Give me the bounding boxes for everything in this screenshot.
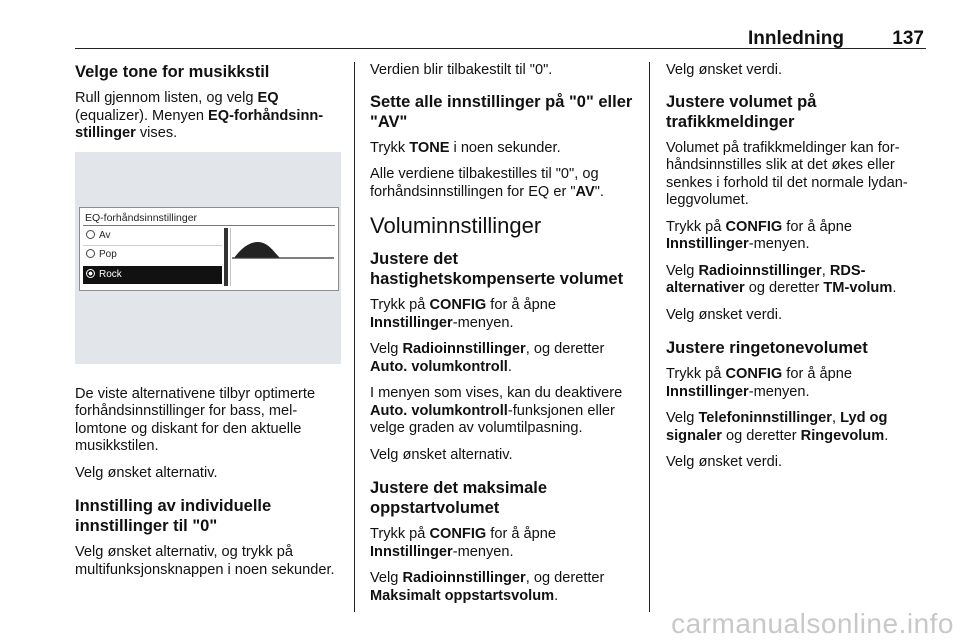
column-divider [354, 62, 355, 612]
radio-icon [86, 249, 95, 258]
paragraph-reset-value: Verdien blir tilbakestilt til "0". [370, 62, 553, 78]
paragraph-tone: Trykk TONE i noen sekunder. [370, 139, 561, 156]
page-number: 137 [892, 28, 924, 49]
column-3 [666, 62, 928, 481]
heading-voluminnstillinger: Voluminnstillinger [370, 213, 542, 238]
heading-hastighet: Justere det hastighetskompenserte volumet [370, 250, 624, 288]
paragraph-select: Velg ønsket alternativ. [75, 464, 218, 481]
eq-screen-title: EQ-forhåndsinnstillinger [85, 211, 198, 224]
paragraph-description: De viste alternativene tilbyr optimerte forhåndsinnstillinger for bass, mellomtone og diskant for den aktuelle musikkstilen. [75, 385, 316, 454]
paragraph-config-2: Trykk på CONFIG for å åpne Innstillinger-menyen. [370, 526, 557, 560]
heading-ringetone: Justere ringetonevolumet [666, 339, 868, 357]
paragraph-radio-max: Velg Radioinnstillinger, og deretter Maksimalt oppstartsvolum. [370, 570, 605, 604]
radio-icon [86, 230, 95, 239]
column-2 [370, 62, 638, 614]
paragraph-radio-rds: Velg Radioinnstillinger, RDS-alternativer og deretter TM-volum. [666, 262, 897, 296]
heading-oppstart: Justere det maksimale oppstartvolumet [370, 479, 548, 517]
paragraph-config-4: Trykk på CONFIG for å åpne Innstillinger-menyen. [666, 366, 853, 400]
eq-screen [79, 207, 339, 291]
paragraph-select-value-1: Velg ønsket verdi. [666, 62, 782, 78]
heading-musikkstil: Velge tone for musikkstil [75, 63, 270, 81]
section-title: Innledning [747, 28, 844, 49]
radio-selected-icon [86, 269, 95, 278]
scrollbar[interactable] [224, 228, 228, 286]
watermark: carmanualsonline.info [671, 608, 954, 639]
eq-option-rock[interactable]: Rock [83, 266, 222, 284]
eq-curve-graph [230, 228, 334, 286]
heading-alle: Sette alle innstillinger på "0" eller "AV" [370, 92, 633, 131]
paragraph-select-2: Velg ønsket alternativ. [370, 446, 513, 463]
heading-individuelle: Innstilling av individuelle innstillinger til "0" [75, 497, 272, 535]
paragraph-select-value-3: Velg ønsket verdi. [666, 454, 782, 470]
eq-option-av[interactable]: Av [83, 227, 222, 245]
eq-screen-figure [75, 152, 341, 364]
eq-option-pop[interactable]: Pop [83, 246, 222, 264]
paragraph-menu-deactivate: I menyen som vises, kan du deaktivere Auto. volumkontroll-funksjonen eller velge graden av volumtilpasning. [370, 385, 623, 436]
paragraph-all-reset: Alle verdiene tilbakestilles til "0", og forhåndsinnstillingen for EQ er "AV". [370, 166, 604, 200]
page-header [75, 26, 926, 49]
eq-curve-shape [234, 242, 280, 258]
paragraph-eq-intro: Rull gjennom listen, og velg EQ (equalizer). Menyen EQ-forhåndsinnstillinger vises. [75, 90, 324, 141]
paragraph-traffic-desc: Volumet på trafikkmeldinger kan forhåndsinnstilles slik at det økes eller senkes i forhold til det normale lydanleggvolumet. [666, 139, 908, 208]
paragraph-phone-settings: Velg Telefoninnstillinger, Lyd og signaler og deretter Ringevolum. [666, 410, 889, 444]
paragraph-config-3: Trykk på CONFIG for å åpne Innstillinger-menyen. [666, 218, 853, 252]
paragraph-radio-auto: Velg Radioinnstillinger, og deretter Auto. volumkontroll. [370, 341, 605, 375]
column-divider [649, 62, 650, 612]
paragraph-config-1: Trykk på CONFIG for å åpne Innstillinger-menyen. [370, 297, 557, 331]
divider [83, 225, 335, 226]
column-1 [75, 62, 343, 588]
paragraph-reset-individual: Velg ønsket alternativ, og trykk på multifunksjonsknappen i noen sekunder. [75, 544, 335, 578]
paragraph-select-value-2: Velg ønsket verdi. [666, 306, 782, 323]
heading-trafikk: Justere volumet på trafikkmeldinger [666, 92, 817, 131]
